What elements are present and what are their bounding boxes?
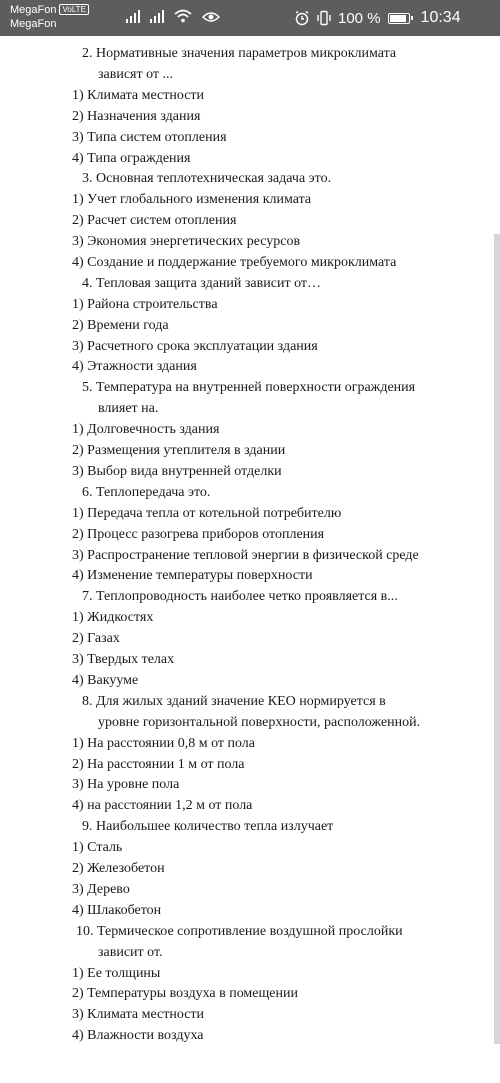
answer-option: 2) Расчет систем отопления xyxy=(72,213,237,228)
answer-option: 2) Температуры воздуха в помещении xyxy=(72,986,298,1001)
question-text: 9. Наибольшее количество тепла излучает xyxy=(82,819,334,834)
wifi-icon xyxy=(174,9,192,23)
status-bar xyxy=(0,0,500,36)
question-text: 8. Для жилых зданий значение КЕО нормируется в xyxy=(82,694,386,709)
answer-option: 4) Вакууме xyxy=(72,673,139,688)
answer-option: 1) Ее толщины xyxy=(72,966,161,981)
question-text-continued: зависят от ... xyxy=(98,67,174,82)
alarm-icon xyxy=(294,10,310,26)
answer-option: 3) Дерево xyxy=(72,882,130,897)
answer-option: 2) Железобетон xyxy=(72,861,165,876)
answer-option: 3) Экономия энергетических ресурсов xyxy=(72,234,301,249)
question-text: 6. Теплопередача это. xyxy=(82,485,211,500)
answer-option: 3) Расчетного срока эксплуатации здания xyxy=(72,339,318,354)
battery-percent: 100 % xyxy=(338,9,381,27)
carrier-info xyxy=(10,3,89,31)
answer-option: 1) Района строительства xyxy=(72,297,218,312)
answer-option: 2) Назначения здания xyxy=(72,109,201,124)
vibrate-icon xyxy=(317,10,331,26)
answer-option: 2) На расстоянии 1 м от пола xyxy=(72,757,245,772)
answer-option: 2) Размещения утеплителя в здании xyxy=(72,443,286,458)
answer-option: 1) Передача тепла от котельной потребителю xyxy=(72,506,342,521)
scrollbar[interactable] xyxy=(494,234,500,1044)
answer-option: 4) Изменение температуры поверхности xyxy=(72,568,313,583)
question-text: 5. Температура на внутренней поверхности ограждения xyxy=(82,380,416,395)
answer-option: 4) на расстоянии 1,2 м от пола xyxy=(72,798,253,813)
answer-option: 4) Влажности воздуха xyxy=(72,1028,204,1043)
signal-2-icon xyxy=(150,9,164,23)
question-text: 7. Теплопроводность наиболее четко проявляется в... xyxy=(82,589,398,604)
clock: 10:34 xyxy=(420,9,461,26)
carrier-1-label: MegaFon xyxy=(10,4,57,16)
answer-option: 4) Шлакобетон xyxy=(72,903,162,918)
question-text: 3. Основная теплотехническая задача это. xyxy=(82,171,332,186)
answer-option: 1) Жидкостях xyxy=(72,610,154,625)
signal-1-icon xyxy=(126,9,140,23)
document-view[interactable] xyxy=(0,36,500,1083)
eye-icon xyxy=(202,11,220,23)
answer-option: 1) Долговечность здания xyxy=(72,422,220,437)
answer-option: 3) Распространение тепловой энергии в физической среде xyxy=(72,548,419,563)
carrier-2-label: MegaFon xyxy=(10,18,57,30)
question-text: 4. Тепловая защита зданий зависит от… xyxy=(82,276,322,291)
question-text: 10. Термическое сопротивление воздушной прослойки xyxy=(76,924,403,939)
answer-option: 2) Времени года xyxy=(72,318,169,333)
answer-option: 3) Типа систем отопления xyxy=(72,130,227,145)
status-right xyxy=(294,9,461,27)
answer-option: 2) Процесс разогрева приборов отопления xyxy=(72,527,325,542)
answer-option: 4) Этажности здания xyxy=(72,359,197,374)
answer-option: 3) Климата местности xyxy=(72,1007,205,1022)
answer-option: 1) Климата местности xyxy=(72,88,205,103)
battery-icon xyxy=(388,13,410,24)
question-text: 2. Нормативные значения параметров микроклимата xyxy=(82,46,397,61)
network-icons xyxy=(126,9,220,23)
question-text-continued: уровне горизонтальной поверхности, расположенной. xyxy=(98,715,421,730)
answer-option: 3) Твердых телах xyxy=(72,652,175,667)
answer-option: 1) На расстоянии 0,8 м от пола xyxy=(72,736,256,751)
answer-option: 3) На уровне пола xyxy=(72,777,180,792)
answer-option: 1) Сталь xyxy=(72,840,123,855)
question-text-continued: зависит от. xyxy=(98,945,163,960)
question-text-continued: влияет на. xyxy=(98,401,159,416)
answer-option: 2) Газах xyxy=(72,631,120,646)
answer-option: 4) Типа ограждения xyxy=(72,151,191,166)
answer-option: 3) Выбор вида внутренней отделки xyxy=(72,464,282,479)
answer-option: 1) Учет глобального изменения климата xyxy=(72,192,312,207)
answer-option: 4) Создание и поддержание требуемого микроклимата xyxy=(72,255,397,270)
volte-badge: VoLTE xyxy=(59,4,88,15)
